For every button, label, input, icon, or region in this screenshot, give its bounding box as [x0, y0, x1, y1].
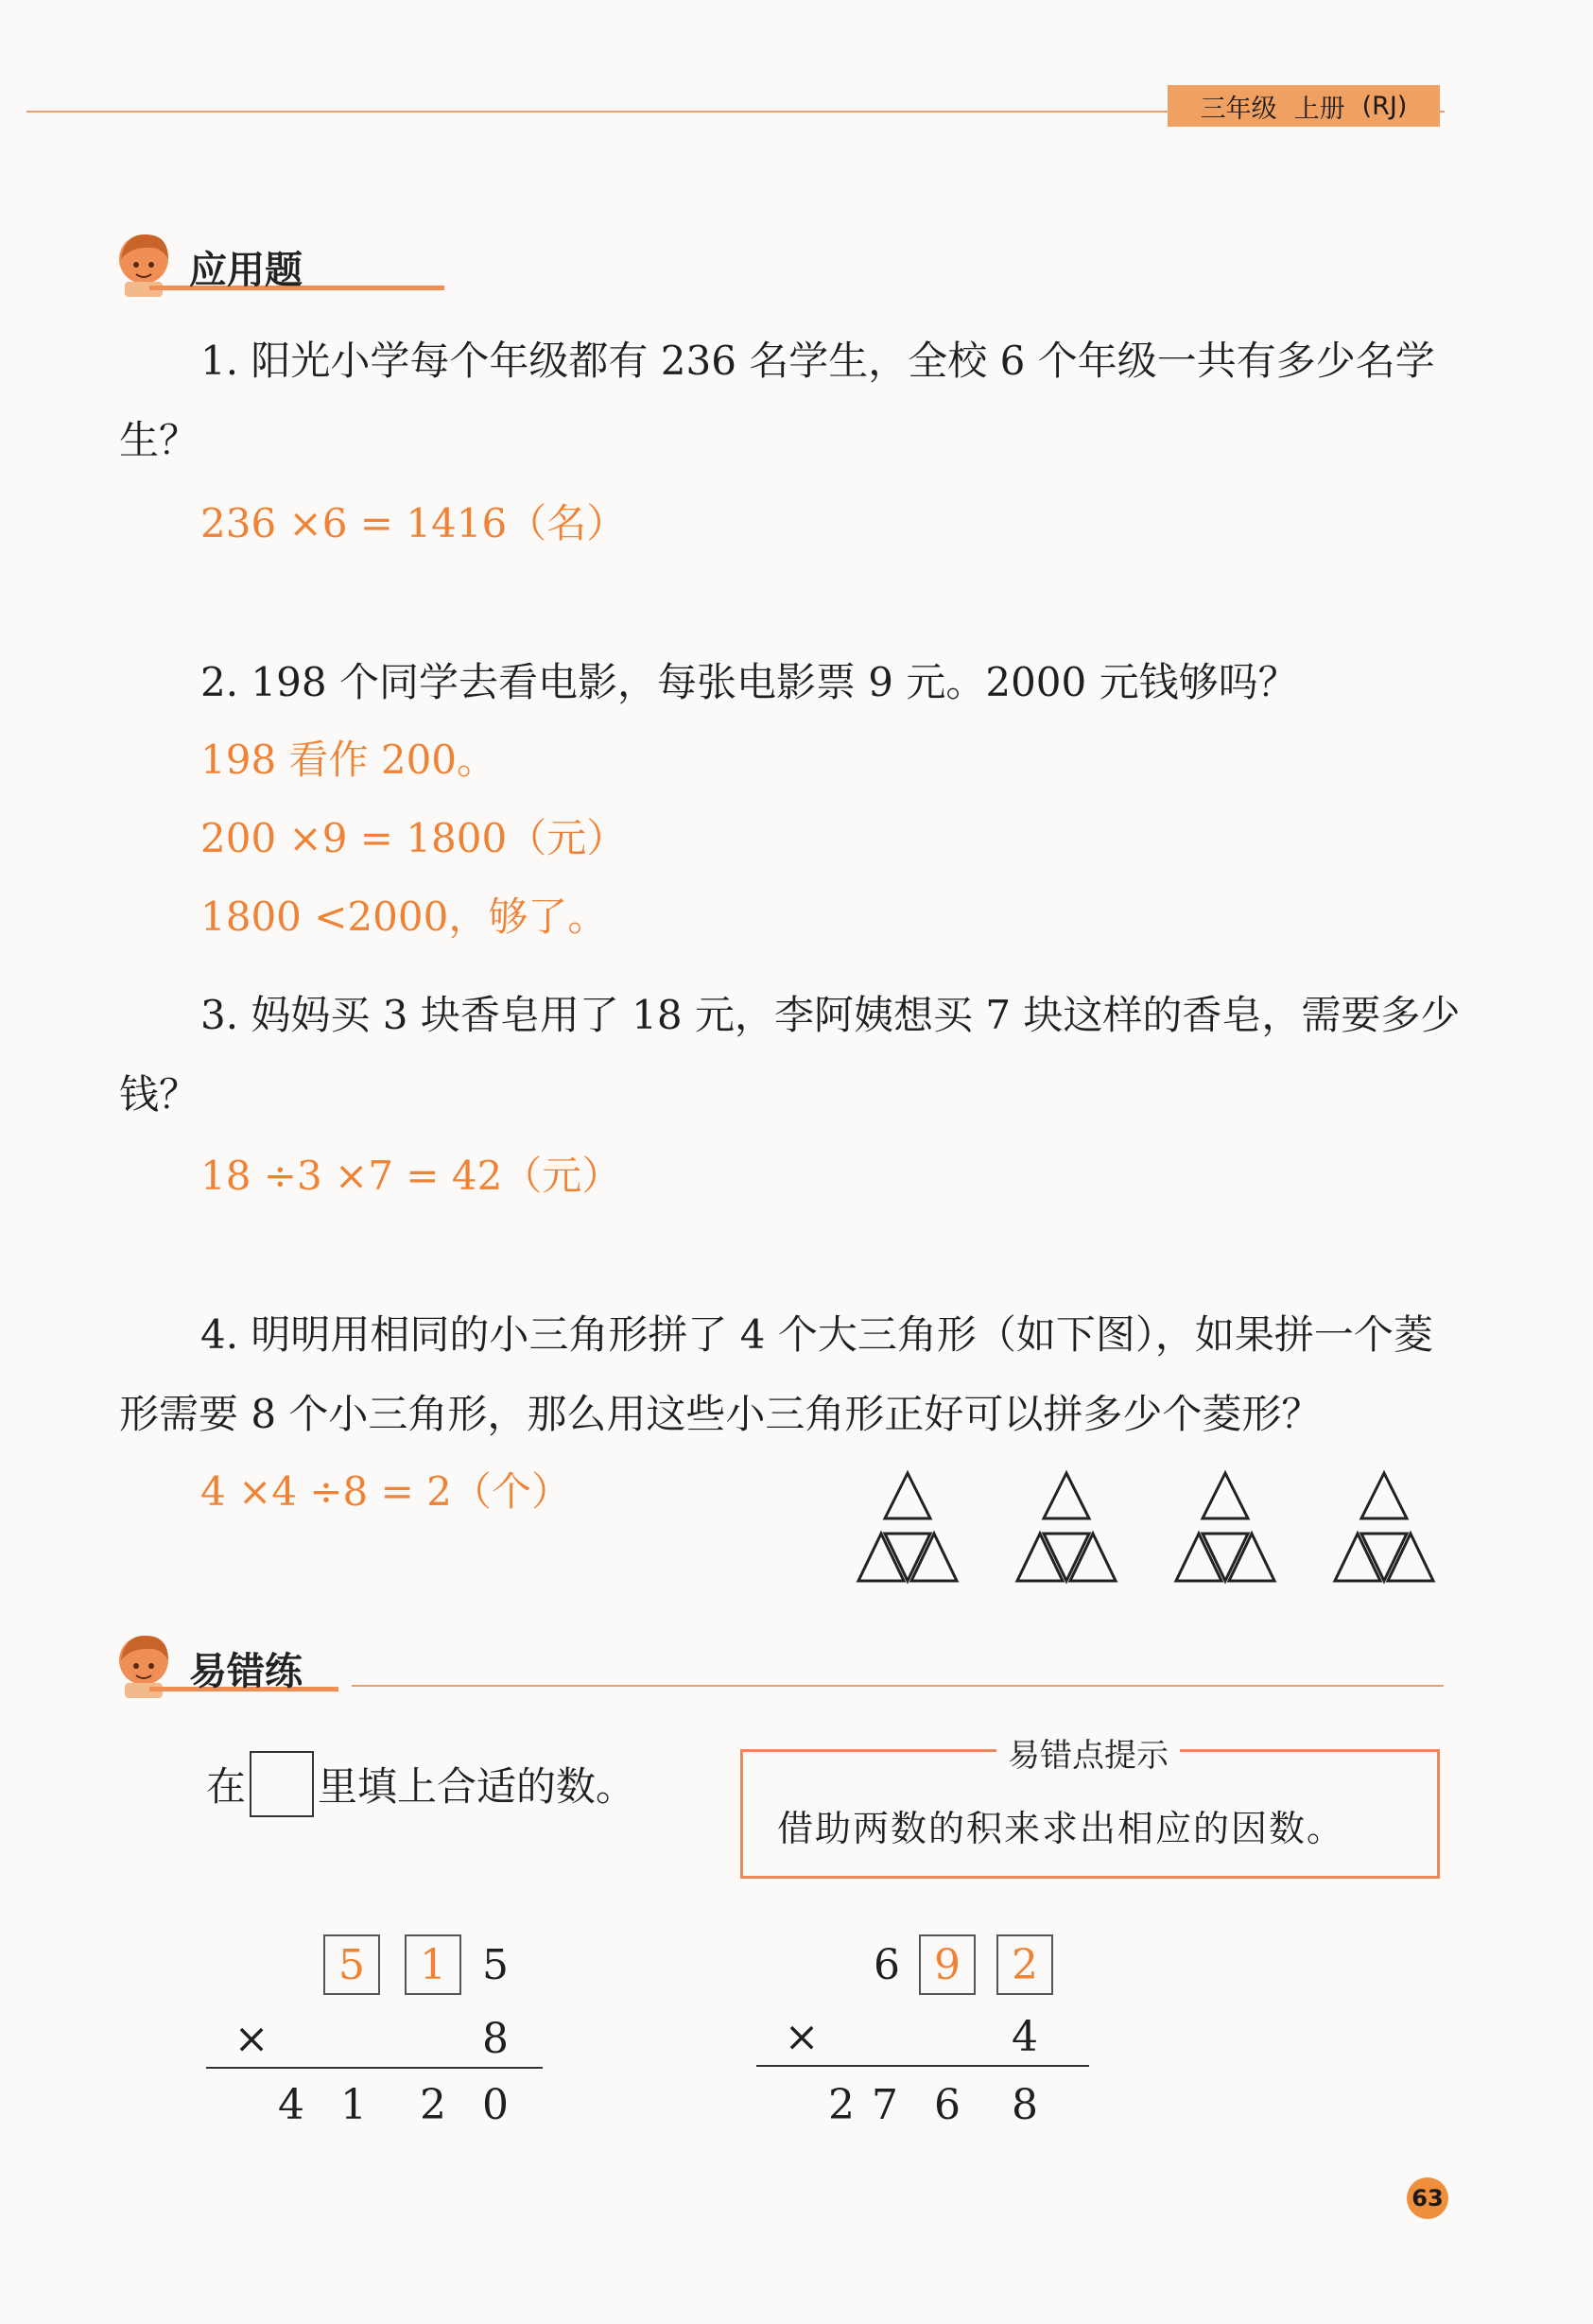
digit: 8: [482, 2015, 509, 2063]
problem-2-question: 2. 198 个同学去看电影，每张电影票 9 元。2000 元钱够吗？: [200, 659, 1298, 705]
problem-3-answer: 18 ÷3 ×7 = 42（元）: [200, 1153, 622, 1199]
section-rule: [352, 1685, 1444, 1687]
section-title: 应用题: [189, 249, 303, 292]
volume-label: 上册: [1293, 94, 1345, 124]
answer-digit-box: 2: [996, 1934, 1053, 1995]
digit: 6: [934, 2081, 961, 2129]
student-avatar-icon: [112, 1628, 187, 1704]
edition-label: (RJ): [1361, 91, 1408, 121]
blank-box-sample: [250, 1751, 314, 1817]
big-triangle-figure: [1000, 1466, 1133, 1588]
answer-digit-box: 9: [919, 1934, 976, 1995]
answer-digit-box: 5: [323, 1934, 380, 1995]
digit: 5: [482, 1941, 509, 1989]
digit: 0: [482, 2081, 509, 2129]
digit: 1: [340, 2081, 367, 2129]
big-triangle-figure: [1159, 1466, 1291, 1588]
problem-2-answer-line3: 1800 <2000，够了。: [200, 893, 608, 940]
problem-4-question: 4. 明明用相同的小三角形拼了 4 个大三角形（如下图），如果拼一个菱形需要 8 个小三角形，那么用这些小三角形正好可以拼多少个菱形？: [119, 1311, 1433, 1437]
problem-1-question: 1. 阳光小学每个年级都有 236 名学生，全校 6 个年级一共有多少名学生？: [119, 338, 1435, 463]
student-avatar-icon: [112, 227, 187, 303]
big-triangle-figure: [1318, 1466, 1450, 1588]
calc-rule: [756, 2065, 1089, 2067]
instruction-after: 里填上合适的数。: [318, 1763, 636, 1810]
problem-2-answer-line2: 200 ×9 = 1800（元）: [200, 815, 627, 861]
triangle-figures: [841, 1466, 1446, 1588]
digit: 2: [828, 2081, 855, 2129]
digit: 2: [420, 2081, 446, 2129]
tip-title: 易错点提示: [996, 1729, 1180, 1776]
grade-tag: [1168, 85, 1440, 127]
answer-digit-box: 1: [405, 1934, 461, 1995]
digit: 4: [278, 2081, 304, 2129]
digit: 6: [874, 1941, 900, 1989]
section-title: 易错练: [189, 1650, 303, 1693]
problem-3-question: 3. 妈妈买 3 块香皂用了 18 元，李阿姨想买 7 块这样的香皂，需要多少钱？: [119, 992, 1461, 1118]
problem-4-answer: 4 ×4 ÷8 = 2（个）: [200, 1468, 571, 1515]
digit: 4: [1012, 2013, 1038, 2061]
problem-2-answer-line1: 198 看作 200。: [200, 737, 497, 783]
digit: 8: [1012, 2081, 1038, 2129]
tip-text: 借助两数的积来求出相应的因数。: [777, 1808, 1345, 1849]
multiply-sign: ×: [234, 2015, 269, 2063]
digit: 7: [872, 2081, 898, 2129]
big-triangle-figure: [841, 1466, 974, 1588]
page-number: 63: [1407, 2177, 1448, 2219]
tip-box: [740, 1737, 1440, 1879]
problem-1-answer: 236 ×6 = 1416（名）: [200, 500, 627, 546]
calc-rule: [206, 2067, 543, 2069]
grade-label: 三年级: [1200, 94, 1277, 124]
instruction-before: 在: [206, 1763, 247, 1810]
multiply-sign: ×: [784, 2013, 820, 2061]
fill-instruction: [206, 1751, 635, 1817]
